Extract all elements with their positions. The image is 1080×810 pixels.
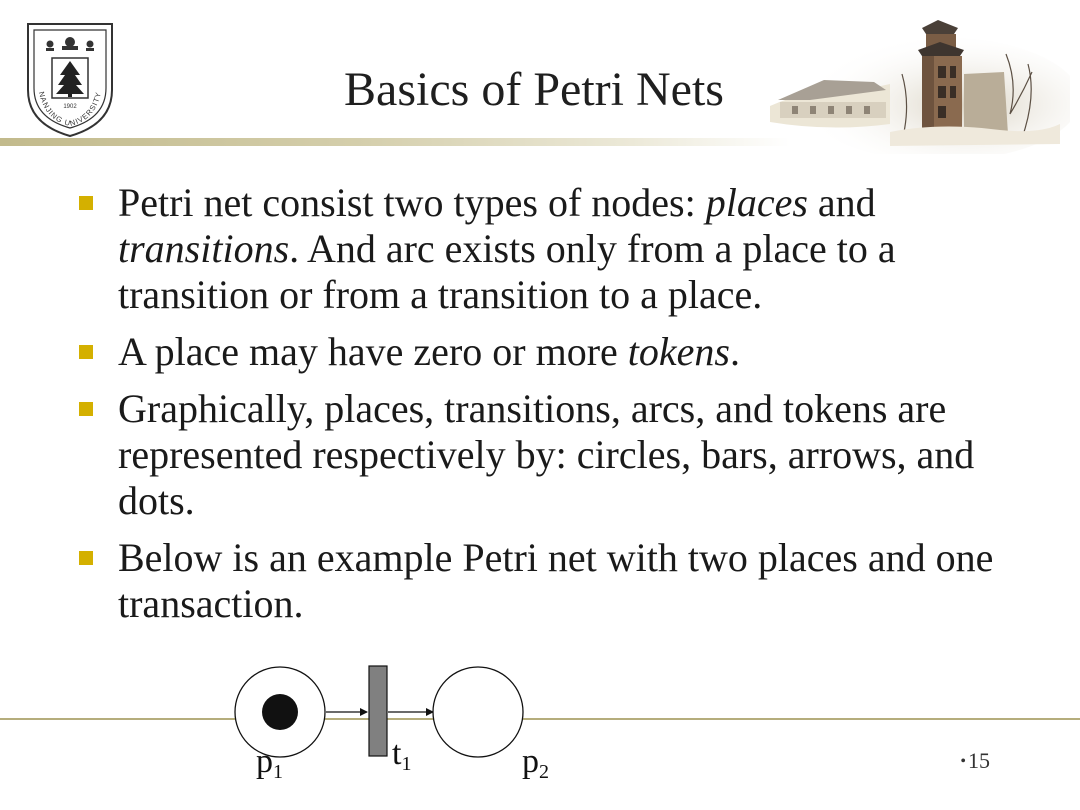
bullet-item: [0, 329, 1080, 375]
page-number: •15: [960, 748, 990, 773]
campus-building-illustration: [770, 14, 1070, 154]
slide-title: Basics of Petri Nets: [344, 63, 724, 116]
bullet-item: [0, 386, 1080, 524]
bullet-text: A place may have zero or more tokens.: [118, 329, 740, 374]
logo-year: 1902: [63, 104, 77, 110]
bullet-text: Below is an example Petri net with two places and one transaction.: [118, 535, 994, 626]
bullet-square-icon: [79, 196, 93, 210]
bullet-text: Petri net consist two types of nodes: places and transitions. And arc exists only from a place to a transition or from a transition to a place.: [118, 180, 896, 317]
header-divider-bar: [0, 138, 790, 146]
transition-t1-bar: [369, 666, 387, 756]
bullet-text: Graphically, places, transitions, arcs, and tokens are represented respectively by: circles, bars, arrows, and dots.: [118, 386, 975, 523]
bullet-square-icon: [79, 551, 93, 565]
place-p1-label: p1: [256, 743, 283, 783]
petri-net-diagram: [226, 658, 586, 798]
transition-t1-label: t1: [392, 735, 412, 775]
page-bullet-icon: •: [960, 753, 966, 770]
logo-university-text: NANJING UNIVERSITY: [36, 90, 104, 129]
place-p2-label: p2: [522, 743, 549, 783]
bullet-square-icon: [79, 345, 93, 359]
bullet-item: [0, 535, 1080, 627]
bullet-item: [0, 180, 1080, 318]
place-p2-circle: [433, 667, 523, 757]
bullet-square-icon: [79, 402, 93, 416]
bullet-list: [0, 180, 1080, 638]
token-dot: [262, 694, 298, 730]
